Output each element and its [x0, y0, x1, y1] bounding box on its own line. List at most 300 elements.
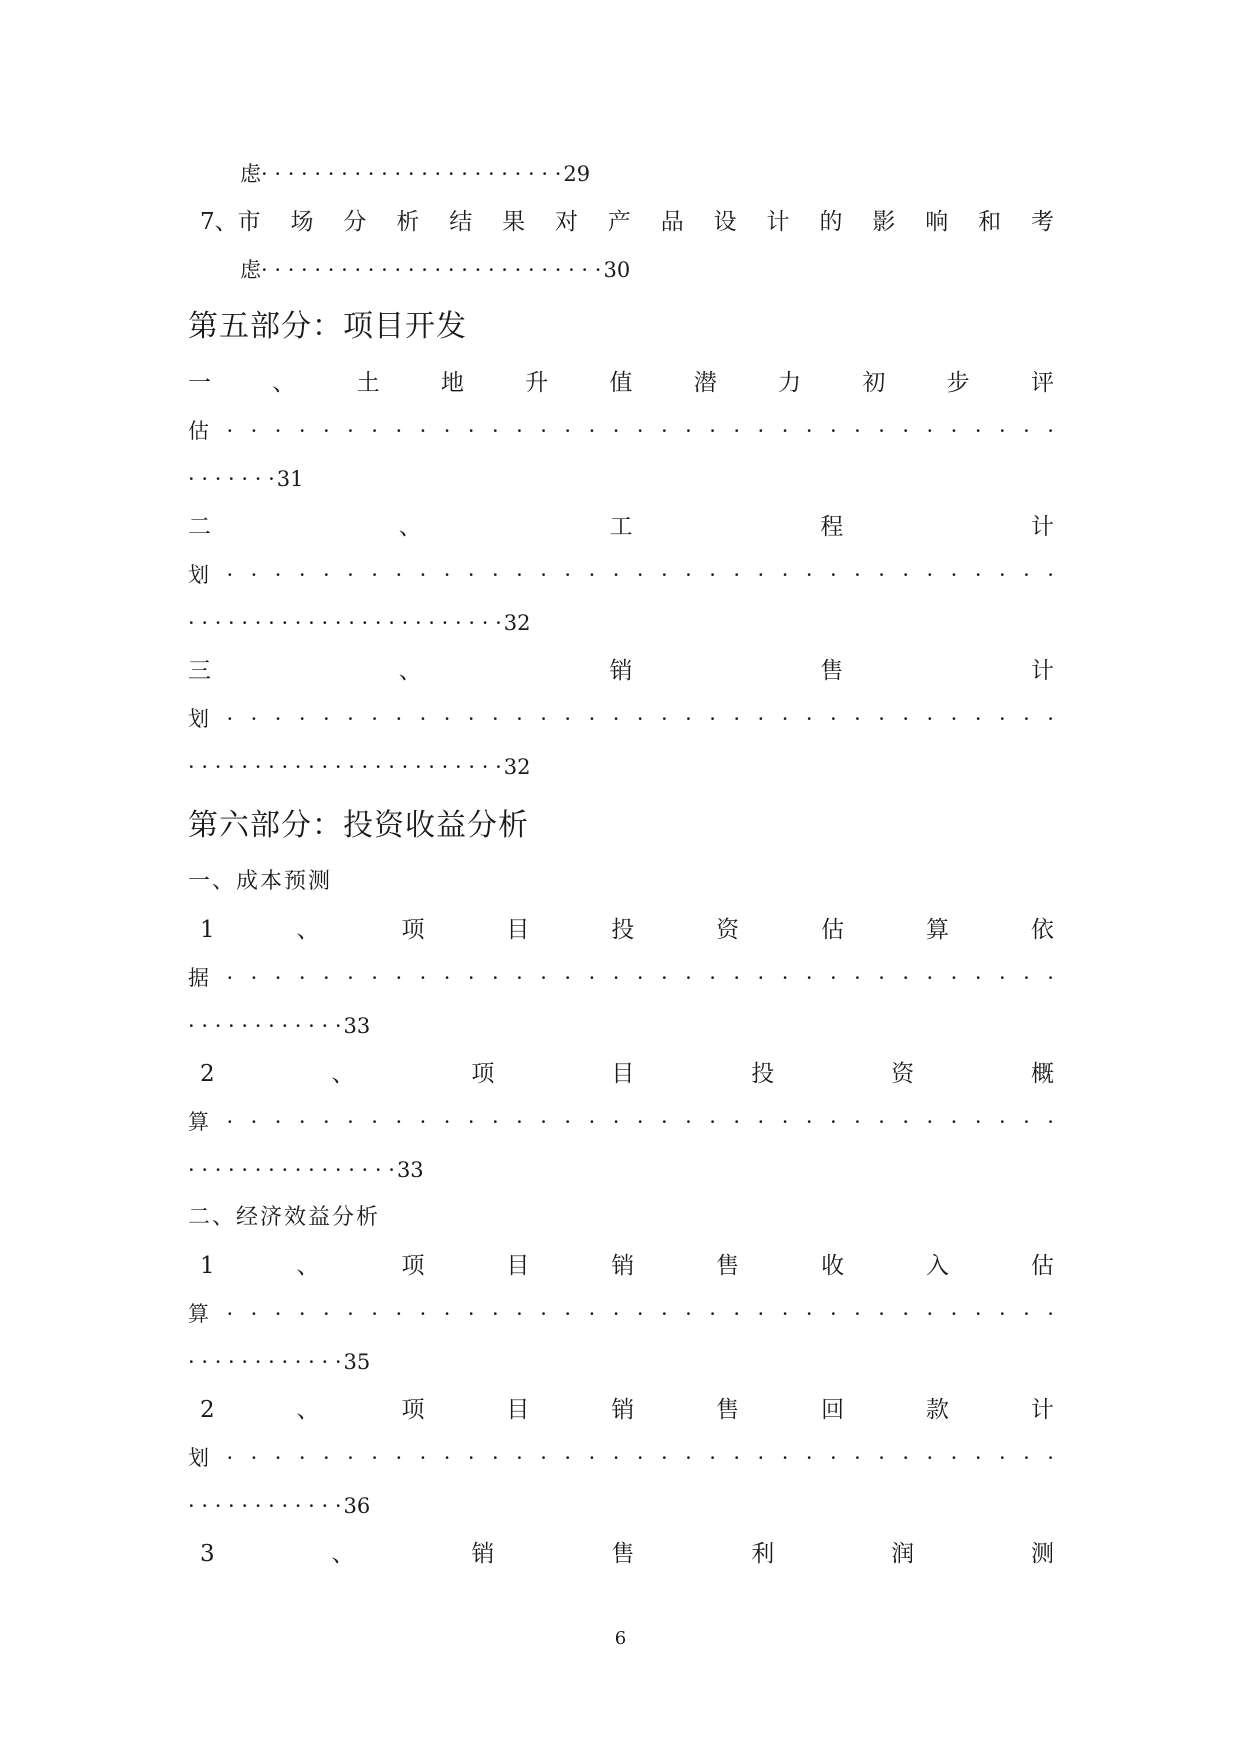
leader-dot: · [854, 563, 861, 587]
leader-dot: · [298, 419, 306, 443]
toc-title-char: 步 [946, 370, 970, 396]
toc-entry-end[interactable] [188, 1486, 1054, 1526]
leader-dot: · [323, 707, 330, 731]
leader-dot: · [926, 563, 934, 587]
leader-dot: · [998, 419, 1006, 443]
leader-dot: · [950, 966, 958, 990]
leader-dot: · [371, 966, 378, 990]
leader-dot: · [443, 1302, 451, 1326]
toc-title-char: 算 [925, 917, 949, 943]
leader-dot: · [371, 1302, 378, 1326]
leader-dot: · [829, 966, 837, 990]
leader-dot: · [347, 1110, 354, 1134]
leader-dot: · [998, 563, 1006, 587]
leader-dot: · [371, 419, 378, 443]
leader-dot: · [685, 1302, 692, 1326]
toc-title-char: 析 [396, 209, 420, 235]
toc-title-char: 估 [821, 917, 845, 943]
leader-dot: · [347, 563, 354, 587]
leader-dot: · [757, 419, 765, 443]
toc-title-char: 工 [609, 514, 633, 540]
leader-dot: · [1047, 1110, 1054, 1134]
leader-dot: · [902, 1110, 910, 1134]
leader-dot: · [805, 1302, 813, 1326]
leader-dot: · [974, 1302, 982, 1326]
toc-entry-title[interactable] [200, 1246, 1054, 1286]
leader-dot: · [1023, 563, 1030, 587]
leader-dot: · [612, 563, 620, 587]
toc-entry-text: 划 [188, 707, 209, 731]
toc-title-char: 、 [331, 1541, 355, 1567]
leader-dot: · [612, 1302, 620, 1326]
leader-dot: · [516, 707, 523, 731]
leader-dot: · [757, 707, 765, 731]
leader-dot: · [612, 1110, 620, 1134]
toc-title-char: 销 [609, 658, 633, 684]
leader-dot: · [467, 707, 475, 731]
toc-leader-dots: · · · · · · · · · · · · [188, 1014, 342, 1038]
leader-dot: · [564, 563, 572, 587]
leader-dot: · [636, 1110, 644, 1134]
toc-title-char: 测 [1030, 1541, 1054, 1567]
leader-dot: · [250, 1110, 258, 1134]
leader-dot: · [660, 1110, 668, 1134]
leader-dot: · [781, 966, 789, 990]
leader-dot: · [250, 707, 258, 731]
leader-dot: · [878, 1446, 885, 1470]
leader-dot: · [274, 563, 282, 587]
leader-dot: · [588, 563, 596, 587]
leader-dot: · [1023, 707, 1030, 731]
leader-dot: · [733, 966, 741, 990]
leader-dot: · [298, 707, 306, 731]
toc-title-char: 利 [751, 1541, 775, 1567]
leader-dot: · [540, 707, 547, 731]
toc-title-char: 目 [506, 1397, 530, 1423]
leader-dot: · [636, 707, 644, 731]
toc-title-char: 响 [925, 209, 949, 235]
leader-dot: · [902, 707, 910, 731]
part-heading: 第五部分：项目开发 [188, 309, 467, 344]
toc-title-char: 目 [506, 1253, 530, 1279]
leader-dot: · [805, 563, 813, 587]
toc-entry-title[interactable] [200, 1054, 1054, 1094]
toc-title-char: 土 [356, 370, 380, 396]
leader-dot: · [564, 419, 572, 443]
toc-title-char: 地 [440, 370, 464, 396]
leader-dot: · [926, 419, 934, 443]
leader-dot: · [660, 419, 668, 443]
toc-title-char: 潜 [693, 370, 717, 396]
toc-title-char: 销 [471, 1541, 495, 1567]
leader-dot: · [323, 1302, 330, 1326]
leader-dot: · [540, 1446, 547, 1470]
toc-leader-dots: · · · · · · · · · · · · · · · · · · · · · · · · [188, 755, 502, 779]
leader-dot: · [250, 563, 258, 587]
toc-title-char: 设 [713, 209, 737, 235]
leader-dot: · [347, 1302, 354, 1326]
leader-dot: · [564, 966, 572, 990]
leader-dot: · [733, 1302, 741, 1326]
leader-dot: · [950, 707, 958, 731]
leader-dot: · [540, 1110, 547, 1134]
leader-dot: · [660, 1446, 668, 1470]
leader-dot: · [443, 419, 451, 443]
leader-dot: · [1047, 707, 1054, 731]
toc-title-char: 分 [343, 209, 367, 235]
leader-dot: · [998, 1110, 1006, 1134]
leader-dot: · [998, 1302, 1006, 1326]
toc-title-char: 、 [296, 1253, 320, 1279]
toc-entry-end[interactable] [188, 1006, 1054, 1046]
leader-dot: · [636, 563, 644, 587]
leader-dot: · [974, 419, 982, 443]
leader-dot: · [274, 1302, 282, 1326]
toc-title-char: 项 [401, 1397, 425, 1423]
leader-dot: · [926, 966, 934, 990]
toc-title-char: 果 [502, 209, 526, 235]
leader-dot: · [733, 419, 741, 443]
leader-dot: · [588, 1302, 596, 1326]
section-heading[interactable]: 二、经济效益分析 [188, 1205, 381, 1230]
leader-dot: · [733, 1110, 741, 1134]
leader-dot: · [443, 707, 451, 731]
leader-dot: · [878, 419, 885, 443]
leader-dot: · [854, 419, 861, 443]
leader-dot: · [467, 563, 475, 587]
toc-title-char: 项 [401, 917, 425, 943]
leader-dot: · [805, 1110, 813, 1134]
leader-dot: · [226, 1302, 234, 1326]
leader-dot: · [878, 563, 885, 587]
leader-dot: · [395, 419, 403, 443]
leader-dot: · [829, 1110, 837, 1134]
leader-dot: · [564, 1302, 572, 1326]
leader-dot: · [829, 707, 837, 731]
toc-entry-text: 算 [188, 1110, 209, 1134]
toc-entry-end[interactable] [188, 459, 1054, 499]
leader-dot: · [926, 1446, 934, 1470]
leader-dot: · [226, 563, 234, 587]
toc-title-char: 、 [296, 1397, 320, 1423]
leader-dot: · [854, 707, 861, 731]
leader-dot: · [612, 707, 620, 731]
leader-dot: · [323, 1110, 330, 1134]
leader-dot: · [950, 1110, 958, 1134]
toc-entry-end[interactable] [188, 747, 1054, 787]
toc-title-char: 投 [611, 917, 635, 943]
leader-dot: · [467, 1302, 475, 1326]
toc-leader-dots: · · · · · · · · · · · · [188, 1494, 342, 1518]
toc-entry-title[interactable] [200, 1534, 1054, 1574]
toc-leader-dots: · · · · · · · · · · · · · · · · · · · · · · · · · · [261, 258, 602, 282]
leader-dot: · [974, 966, 982, 990]
toc-entry-continuation[interactable] [188, 555, 1054, 595]
toc-title-char: 销 [611, 1397, 635, 1423]
toc-entry-end[interactable] [188, 603, 1054, 643]
leader-dot: · [226, 1110, 234, 1134]
toc-entry-title[interactable] [188, 507, 1054, 547]
leader-dot: · [419, 1110, 427, 1134]
leader-dot: · [612, 419, 620, 443]
leader-dot: · [588, 1446, 596, 1470]
leader-dot: · [781, 1110, 789, 1134]
leader-dot: · [395, 707, 403, 731]
leader-dot: · [467, 966, 475, 990]
leader-dot: · [974, 1446, 982, 1470]
toc-title-char: 、 [272, 370, 296, 396]
leader-dot: · [395, 563, 403, 587]
toc-title-char: 计 [1031, 658, 1054, 684]
leader-dot: · [733, 707, 741, 731]
leader-dot: · [636, 1446, 644, 1470]
leader-dot: · [347, 419, 354, 443]
leader-dot: · [878, 707, 885, 731]
leader-dot: · [685, 563, 692, 587]
toc-title-char: 二 [188, 514, 211, 540]
leader-dot: · [829, 1446, 837, 1470]
leader-dot: · [371, 1446, 378, 1470]
leader-dot: · [660, 1302, 668, 1326]
leader-dot: · [805, 419, 813, 443]
toc-entry-title[interactable] [200, 202, 1054, 242]
toc-title-char: 目 [611, 1061, 635, 1087]
leader-dot: · [588, 1110, 596, 1134]
toc-title-char: 1 [200, 917, 215, 943]
leader-dot: · [395, 1110, 403, 1134]
leader-dot: · [974, 707, 982, 731]
leader-dot: · [1047, 563, 1054, 587]
toc-title-char: 、 [296, 917, 320, 943]
toc-title-char: 和 [978, 209, 1002, 235]
leader-dot: · [1047, 966, 1054, 990]
section-heading[interactable]: 一、成本预测 [188, 869, 333, 894]
toc-page-number: 33 [396, 1158, 424, 1182]
toc-title-char: 力 [778, 370, 802, 396]
toc-entry-continuation[interactable] [188, 1102, 1054, 1142]
toc-title-char: 的 [819, 209, 843, 235]
leader-dot: · [298, 966, 306, 990]
leader-dot: · [709, 1302, 716, 1326]
leader-dot: · [854, 966, 861, 990]
leader-dot: · [371, 563, 378, 587]
toc-title-char: 依 [1030, 917, 1054, 943]
toc-entry-text: 虑 [240, 162, 261, 186]
toc-title-char: 入 [925, 1253, 949, 1279]
leader-dot: · [323, 966, 330, 990]
leader-dot: · [395, 1446, 403, 1470]
leader-dot: · [950, 1302, 958, 1326]
leader-dot: · [419, 419, 427, 443]
leader-dot: · [709, 1446, 716, 1470]
toc-title-char: 目 [506, 917, 530, 943]
toc-entry-text: 据 [188, 966, 209, 990]
toc-title-char: 1 [200, 1253, 215, 1279]
leader-dot: · [419, 966, 427, 990]
toc-title-char: 资 [891, 1061, 915, 1087]
toc-title-char: 初 [862, 370, 886, 396]
leader-dot: · [902, 966, 910, 990]
toc-title-char: 对 [554, 209, 578, 235]
toc-entry-end[interactable] [188, 1342, 1054, 1382]
leader-dot: · [467, 1110, 475, 1134]
toc-entry-continuation[interactable] [188, 699, 1054, 739]
leader-dot: · [660, 966, 668, 990]
toc-entry-end[interactable] [188, 1150, 1054, 1190]
leader-dot: · [998, 1446, 1006, 1470]
leader-dot: · [492, 419, 499, 443]
leader-dot: · [781, 419, 789, 443]
toc-title-char: 款 [925, 1397, 949, 1423]
leader-dot: · [395, 1302, 403, 1326]
toc-entry-text: 估 [188, 419, 209, 443]
leader-dot: · [323, 563, 330, 587]
leader-dot: · [419, 563, 427, 587]
leader-dot: · [443, 966, 451, 990]
leader-dot: · [492, 1110, 499, 1134]
toc-title-char: 计 [766, 209, 790, 235]
toc-title-char: 三 [188, 658, 211, 684]
toc-entry-text: 划 [188, 563, 209, 587]
toc-title-char: 收 [821, 1253, 845, 1279]
leader-dot: · [226, 966, 234, 990]
toc-title-char: 项 [471, 1061, 495, 1087]
toc-page-number: 31 [276, 467, 304, 491]
leader-dot: · [902, 563, 910, 587]
leader-dot: · [564, 707, 572, 731]
toc-title-char: 产 [607, 209, 631, 235]
toc-title-char: 、 [331, 1061, 355, 1087]
toc-title-char: 销 [611, 1253, 635, 1279]
leader-dot: · [1047, 1446, 1054, 1470]
toc-title-char: 售 [716, 1397, 740, 1423]
leader-dot: · [540, 563, 547, 587]
toc-title-char: 2 [200, 1397, 215, 1423]
leader-dot: · [757, 1110, 765, 1134]
leader-dot: · [829, 1302, 837, 1326]
leader-dot: · [878, 966, 885, 990]
leader-dot: · [685, 707, 692, 731]
leader-dot: · [371, 707, 378, 731]
leader-dot: · [781, 1446, 789, 1470]
leader-dot: · [226, 419, 234, 443]
leader-dot: · [612, 1446, 620, 1470]
toc-entry-title[interactable] [200, 910, 1054, 950]
leader-dot: · [685, 966, 692, 990]
leader-dot: · [419, 1302, 427, 1326]
leader-dot: · [854, 1110, 861, 1134]
leader-dot: · [540, 419, 547, 443]
toc-title-char: 品 [660, 209, 684, 235]
toc-title-char: 投 [751, 1061, 775, 1087]
toc-entry-continuation[interactable] [188, 958, 1054, 998]
toc-entry-continuation[interactable] [188, 1294, 1054, 1334]
leader-dot: · [926, 1110, 934, 1134]
leader-dot: · [733, 1446, 741, 1470]
leader-dot: · [974, 563, 982, 587]
leader-dot: · [298, 1446, 306, 1470]
leader-dot: · [685, 1446, 692, 1470]
leader-dot: · [274, 1110, 282, 1134]
leader-dot: · [419, 707, 427, 731]
leader-dot: · [878, 1302, 885, 1326]
leader-dot: · [926, 707, 934, 731]
leader-dot: · [854, 1446, 861, 1470]
toc-page-number: 35 [343, 1350, 371, 1374]
leader-dot: · [250, 419, 258, 443]
leader-dot: · [709, 419, 716, 443]
leader-dot: · [443, 563, 451, 587]
toc-entry-continuation[interactable] [240, 154, 1054, 194]
leader-dot: · [781, 707, 789, 731]
leader-dot: · [274, 1446, 282, 1470]
leader-dot: · [274, 966, 282, 990]
toc-entry-text: 虑 [240, 258, 261, 282]
leader-dot: · [950, 1446, 958, 1470]
leader-dot: · [516, 419, 523, 443]
toc-title-char: 售 [611, 1541, 635, 1567]
leader-dot: · [1047, 419, 1054, 443]
toc-page-number: 36 [343, 1494, 371, 1518]
toc-title-char: 售 [820, 658, 844, 684]
leader-dot: · [492, 966, 499, 990]
toc-title-char: 资 [716, 917, 740, 943]
leader-dot: · [685, 1110, 692, 1134]
leader-dot: · [492, 1446, 499, 1470]
toc-entry-continuation[interactable] [240, 250, 1054, 290]
leader-dot: · [902, 1446, 910, 1470]
leader-dot: · [564, 1446, 572, 1470]
toc-entry-title[interactable] [188, 651, 1054, 691]
leader-dot: · [250, 1302, 258, 1326]
leader-dot: · [226, 1446, 234, 1470]
toc-title-char: 估 [1030, 1253, 1054, 1279]
toc-page-number: 29 [563, 162, 591, 186]
leader-dot: · [492, 1302, 499, 1326]
toc-entry-title[interactable] [188, 363, 1054, 403]
leader-dot: · [878, 1110, 885, 1134]
leader-dot: · [998, 707, 1006, 731]
leader-dot: · [1047, 1302, 1054, 1326]
leader-dot: · [636, 966, 644, 990]
leader-dot: · [250, 1446, 258, 1470]
leader-dot: · [540, 966, 547, 990]
leader-dot: · [516, 1446, 523, 1470]
leader-dot: · [805, 707, 813, 731]
leader-dot: · [347, 966, 354, 990]
leader-dot: · [636, 1302, 644, 1326]
part-heading: 第六部分：投资收益分析 [188, 808, 529, 843]
toc-page-number: 32 [503, 755, 531, 779]
leader-dot: · [709, 563, 716, 587]
leader-dot: · [419, 1446, 427, 1470]
leader-dot: · [974, 1110, 982, 1134]
leader-dot: · [1023, 1302, 1030, 1326]
leader-dot: · [612, 966, 620, 990]
leader-dot: · [709, 707, 716, 731]
leader-dot: · [298, 563, 306, 587]
leader-dot: · [805, 966, 813, 990]
toc-entry-continuation[interactable] [188, 411, 1054, 451]
toc-entry-title[interactable] [200, 1390, 1054, 1430]
toc-title-char: 润 [891, 1541, 915, 1567]
toc-entry-continuation[interactable] [188, 1438, 1054, 1478]
toc-entry-text: 算 [188, 1302, 209, 1326]
toc-title-char: 升 [525, 370, 549, 396]
leader-dot: · [274, 419, 282, 443]
leader-dot: · [467, 419, 475, 443]
toc-title-char: 场 [290, 209, 314, 235]
